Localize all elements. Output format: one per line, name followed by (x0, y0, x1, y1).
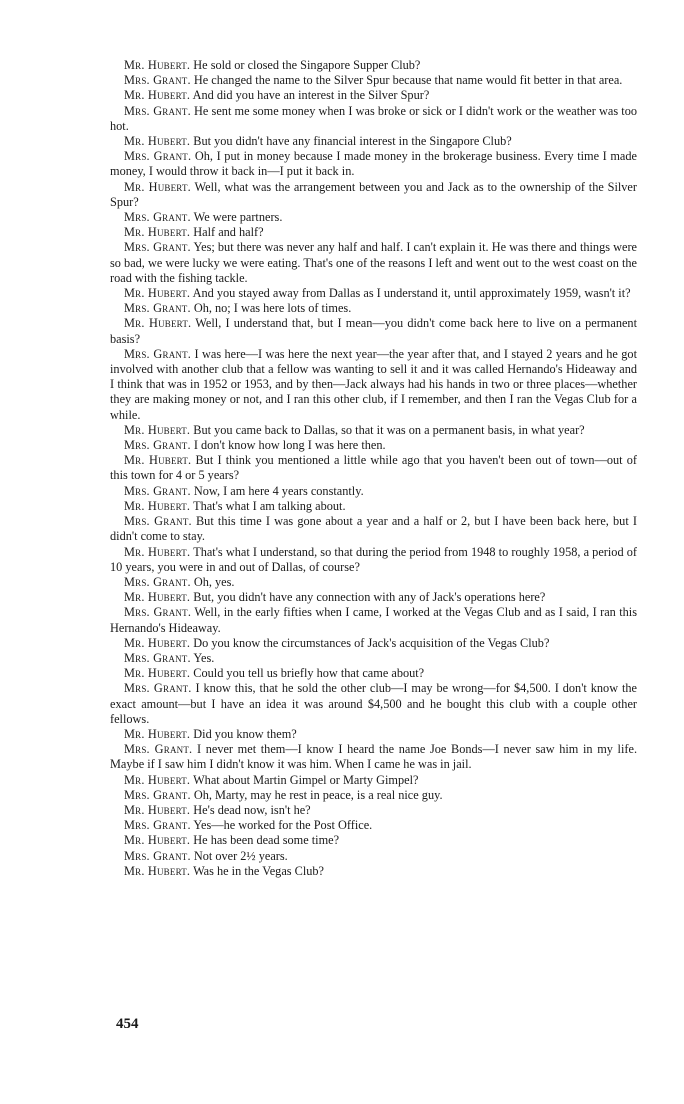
speaker: Mrs. Grant. (124, 514, 192, 529)
speaker: Mrs. Grant. (124, 301, 191, 316)
speaker: Mr. Hubert. (124, 134, 191, 149)
transcript-line (110, 286, 637, 301)
page-number: 454 (116, 1016, 139, 1032)
speaker: Mr. Hubert. (124, 453, 192, 468)
statement: Well, in the early fifties when I came, I worked at the Vegas Club and as I said, I ran this Hernando's Hideaway. (110, 605, 638, 635)
statement: He sold or closed the Singapore Supper Club? (193, 58, 421, 72)
statement: Yes—he worked for the Post Office. (193, 818, 373, 833)
speaker: Mrs. Grant. (124, 483, 191, 498)
transcript-line (110, 727, 637, 742)
statement: He's dead now, isn't he? (193, 802, 311, 817)
speaker: Mrs. Grant. (124, 73, 191, 88)
transcript-line (110, 438, 637, 453)
transcript-page (110, 58, 637, 879)
statement: Could you tell us briefly how that came about? (193, 666, 425, 681)
transcript-line (110, 788, 637, 803)
transcript-line (110, 849, 637, 864)
transcript-line (110, 73, 637, 88)
speaker: Mr. Hubert. (124, 863, 191, 878)
transcript-line (110, 605, 637, 635)
transcript-line (110, 240, 637, 286)
statement: Yes. (193, 650, 215, 665)
transcript-line (110, 423, 637, 438)
statement: Half and half? (193, 225, 264, 240)
speaker: Mr. Hubert. (124, 666, 191, 681)
speaker: Mr. Hubert. (124, 726, 191, 741)
statement: Well, what was the arrangement between you and Jack as to the ownership of the Silver Spur? (110, 179, 637, 209)
statement: That's what I am talking about. (193, 498, 346, 513)
speaker: Mr. Hubert. (124, 179, 191, 194)
statement: I know this, that he sold the other club—I may be wrong—for $4,500. I don't know the exact amount—but I have an idea it was around $4,500 and he bought this club with a couple other fellows. (110, 681, 638, 726)
statement: But you came back to Dallas, so that it was on a permanent basis, in what year? (193, 422, 585, 437)
transcript-line (110, 666, 637, 681)
transcript-line (110, 833, 637, 848)
transcript-line (110, 316, 637, 346)
transcript-line (110, 773, 637, 788)
statement: And did you have an interest in the Silver Spur? (192, 88, 430, 103)
transcript-line (110, 803, 637, 818)
statement: I never met them—I know I heard the name Joe Bonds—I never saw him in my life. Maybe if I saw him I didn't know it was him. When I came he was in jail. (110, 742, 638, 772)
transcript-line (110, 514, 637, 544)
transcript-line (110, 58, 637, 73)
statement: Oh, no; I was here lots of times. (193, 301, 352, 316)
statement: Was he in the Vegas Club? (193, 863, 325, 878)
statement: Well, I understand that, but I mean—you didn't come back here to live on a permanent basis? (110, 316, 637, 346)
speaker: Mr. Hubert. (124, 286, 191, 301)
statement: Oh, Marty, may he rest in peace, is a real nice guy. (193, 787, 443, 802)
transcript-line (110, 590, 637, 605)
speaker: Mr. Hubert. (124, 590, 191, 605)
speaker: Mrs. Grant. (124, 650, 191, 665)
speaker: Mrs. Grant. (124, 742, 193, 757)
transcript-line (110, 453, 637, 483)
statement: What about Martin Gimpel or Marty Gimpel? (193, 772, 419, 787)
statement: I don't know how long I was here then. (193, 438, 386, 453)
speaker: Mrs. Grant. (124, 149, 192, 164)
transcript-line (110, 651, 637, 666)
transcript-line (110, 681, 637, 727)
transcript-line (110, 818, 637, 833)
statement: Oh, yes. (193, 574, 235, 589)
speaker: Mr. Hubert. (124, 635, 191, 650)
statement: Do you know the circumstances of Jack's acquisition of the Vegas Club? (193, 635, 550, 650)
statement: But I think you mentioned a little while ago that you haven't been out of town—out of this town for 4 or 5 years? (110, 453, 638, 483)
statement: That's what I understand, so that during the period from 1948 to roughly 1958, a period of 10 years, you were in and out of Dallas, of course? (110, 544, 637, 574)
statement: Oh, I put in money because I made money in the brokerage business. Every time I made money, I would throw it back in—I put it back in. (110, 149, 637, 179)
transcript-line (110, 104, 637, 134)
speaker: Mr. Hubert. (124, 833, 191, 848)
speaker: Mrs. Grant. (124, 240, 191, 255)
speaker: Mrs. Grant. (124, 681, 192, 696)
statement: We were partners. (193, 210, 283, 225)
transcript-line (110, 301, 637, 316)
speaker: Mr. Hubert. (124, 422, 191, 437)
speaker: Mrs. Grant. (124, 103, 191, 118)
transcript-line (110, 210, 637, 225)
speaker: Mrs. Grant. (124, 848, 191, 863)
speaker: Mr. Hubert. (124, 225, 191, 240)
statement: Yes; but there was never any half and half. I can't explain it. He was there and things were so bad, we were lucky we were eating. That's one of the reasons I left and went out to the west coast on the road with the fishing tackle. (110, 240, 638, 285)
transcript-line (110, 134, 637, 149)
statement: Not over 2½ years. (193, 848, 288, 863)
statement: He has been dead some time? (193, 833, 340, 848)
transcript-line (110, 149, 637, 179)
speaker: Mr. Hubert. (124, 544, 191, 559)
speaker: Mr. Hubert. (124, 802, 191, 817)
transcript-line (110, 180, 637, 210)
speaker: Mrs. Grant. (124, 605, 192, 620)
speaker: Mrs. Grant. (124, 346, 192, 361)
speaker: Mr. Hubert. (124, 498, 191, 513)
speaker: Mrs. Grant. (124, 438, 191, 453)
statement: Now, I am here 4 years constantly. (193, 483, 364, 498)
transcript-line (110, 575, 637, 590)
transcript-line (110, 499, 637, 514)
statement: He sent me some money when I was broke or sick or I didn't work or the weather was too hot. (110, 103, 638, 133)
statement: But this time I was gone about a year and a half or 2, but I have been back here, but I didn't come to stay. (110, 514, 637, 544)
statement: And you stayed away from Dallas as I understand it, until approximately 1959, wasn't it? (192, 286, 631, 301)
speaker: Mrs. Grant. (124, 818, 191, 833)
speaker: Mr. Hubert. (124, 88, 191, 103)
statement: He changed the name to the Silver Spur because that name would fit better in that area. (193, 73, 623, 88)
transcript-line (110, 742, 637, 772)
statement: I was here—I was here the next year—the year after that, and I stayed 2 years and he got involved with another club that a fellow was wanting to sell it and it was called Hernando's Hideaway and I think that was in 1952 or 1953, and by then—Jack always had his hands in two or three places—whether they are making money or not, and I ran this other club, if I remember, and then I ran the Vegas Club for a while. (110, 346, 637, 422)
transcript-line (110, 484, 637, 499)
speaker: Mrs. Grant. (124, 574, 191, 589)
speaker: Mr. Hubert. (124, 58, 191, 72)
transcript-line (110, 864, 637, 879)
speaker: Mrs. Grant. (124, 210, 191, 225)
transcript-line (110, 636, 637, 651)
statement: Did you know them? (193, 726, 297, 741)
speaker: Mr. Hubert. (124, 772, 191, 787)
speaker: Mrs. Grant. (124, 787, 191, 802)
speaker: Mr. Hubert. (124, 316, 192, 331)
transcript-line (110, 225, 637, 240)
transcript-line (110, 545, 637, 575)
statement: But, you didn't have any connection with any of Jack's operations here? (193, 590, 546, 605)
statement: But you didn't have any financial interest in the Singapore Club? (193, 134, 512, 149)
transcript-line (110, 347, 637, 423)
transcript-line (110, 88, 637, 103)
